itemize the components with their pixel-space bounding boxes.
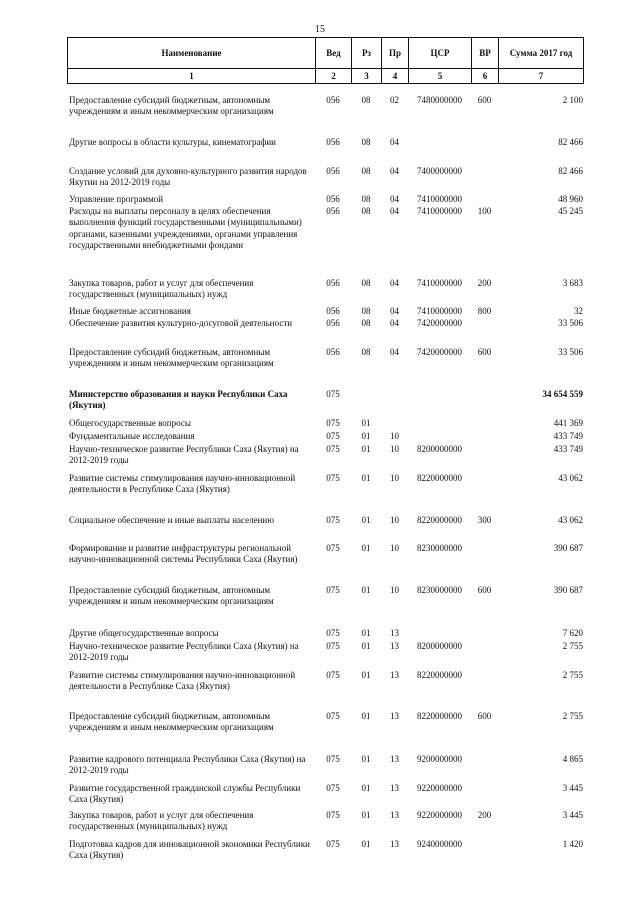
cell-name: Формирование и развитие инфраструктуры региональной научно-инновационной системы Республики Саха (Якутия) [69,543,298,565]
table-row [67,670,583,693]
cell-ved: 075 [326,418,340,428]
cell-ved: 075 [326,585,340,595]
cell-ved: 056 [326,306,340,316]
cell-name: Предоставление субсидий бюджетным, автономным учреждениям и иным некоммерческим организациям [69,95,274,117]
cell-vr: 600 [477,95,492,105]
cell-ved: 075 [326,810,340,820]
col-number-1: 1 [68,69,316,84]
cell-ved: 075 [326,543,340,553]
cell-vr: 200 [477,810,492,820]
table-row [67,473,583,496]
cell-csr: 9200000000 [417,754,462,764]
cell-vr: 600 [477,711,492,721]
cell-csr: 7410000000 [417,194,462,204]
cell-pr: 10 [390,543,399,553]
cell-vr [471,628,498,639]
header-rz: Рз [352,38,382,69]
cell-vr [471,641,498,664]
cell-ved: 056 [326,137,340,147]
cell-sum: 43 062 [558,515,583,525]
cell-ved: 056 [326,166,340,176]
cell-name: Научно-техническое развитие Республики Саха (Якутия) на 2012-2019 годы [69,444,299,466]
cell-rz: 01 [361,543,371,553]
cell-vr [471,754,498,777]
cell-rz: 01 [361,444,371,454]
cell-rz: 01 [361,783,371,793]
header-name: Наименование [68,38,316,69]
cell-pr: 10 [390,444,399,454]
cell-rz: 01 [361,585,371,595]
table-row [67,641,583,664]
cell-ved: 056 [326,318,340,328]
cell-name: Закупка товаров, работ и услуг для обеспечения государственных (муниципальных) нужд [69,278,254,300]
cell-csr [408,628,471,639]
cell-csr: 7400000000 [417,166,462,176]
cell-rz [351,389,381,412]
cell-rz: 08 [361,194,371,204]
cell-name: Развитие системы стимулирования научно-инновационной деятельности в Республике Саха (Якутия) [69,473,296,495]
cell-rz: 08 [361,137,371,147]
cell-rz: 01 [361,473,371,483]
cell-sum: 45 245 [558,206,583,216]
cell-pr: 04 [390,166,399,176]
cell-sum: 34 654 559 [542,389,583,399]
cell-name: Обеспечение развития культурно-досуговой деятельности [69,318,293,328]
cell-name: Предоставление субсидий бюджетным, автономным учреждениям и иным некоммерческим организациям [69,585,274,607]
cell-csr: 7420000000 [417,347,462,357]
table-row [67,306,583,317]
cell-rz: 01 [361,628,371,638]
table-row [67,166,583,189]
cell-pr: 10 [390,585,399,595]
cell-sum: 2 755 [562,641,583,651]
cell-pr: 13 [390,641,399,651]
cell-sum: 3 445 [562,810,583,820]
cell-ved: 075 [326,628,340,638]
table-row [67,95,583,118]
table-row [67,137,583,148]
cell-csr [408,389,471,412]
table-row [67,628,583,639]
cell-pr: 10 [390,515,399,525]
cell-name: Общегосударственные вопросы [69,418,191,428]
cell-name: Научно-техническое развитие Республики Саха (Якутия) на 2012-2019 годы [69,641,299,663]
cell-vr [471,166,498,189]
cell-ved: 075 [326,431,340,441]
cell-sum: 82 466 [558,166,583,176]
table-row [67,543,583,566]
cell-pr: 04 [390,306,399,316]
cell-vr: 600 [477,585,492,595]
cell-sum: 82 466 [558,137,583,147]
cell-csr: 7420000000 [417,318,462,328]
cell-csr: 8220000000 [417,711,462,721]
cell-ved: 075 [326,754,340,764]
cell-vr [471,431,498,442]
cell-vr [471,389,498,412]
page-number: 15 [315,24,325,35]
cell-vr: 200 [477,278,492,288]
cell-pr: 13 [390,754,399,764]
cell-ved: 075 [326,839,340,849]
cell-name: Подготовка кадров для инновационной экономики Республики Саха (Якутия) [69,839,310,861]
cell-csr: 9240000000 [417,839,462,849]
header-sum: Сумма 2017 год [499,38,584,69]
cell-vr [471,839,498,862]
cell-name: Другие общегосударственные вопросы [69,628,219,638]
cell-sum: 2 755 [562,711,583,721]
cell-sum: 3 683 [562,278,583,288]
cell-sum: 433 749 [553,444,583,454]
header-row [68,38,584,69]
cell-rz: 01 [361,754,371,764]
table-row [67,389,583,412]
table-row [67,754,583,777]
cell-name: Министерство образования и науки Республики Саха (Якутия) [69,389,288,411]
cell-csr: 7410000000 [417,306,462,316]
cell-sum: 33 506 [558,318,583,328]
cell-ved: 075 [326,444,340,454]
cell-sum: 2 755 [562,670,583,680]
cell-ved: 075 [326,389,340,399]
cell-pr: 10 [390,473,399,483]
table-row [67,278,583,301]
table-header [67,37,584,84]
cell-pr: 13 [390,810,399,820]
cell-vr: 100 [477,206,492,216]
cell-sum: 3 445 [562,783,583,793]
col-number-6: 6 [472,69,499,84]
cell-sum: 43 062 [558,473,583,483]
header-csr: ЦСР [409,38,472,69]
cell-rz: 01 [361,839,371,849]
cell-rz: 01 [361,810,371,820]
cell-sum: 2 100 [562,95,583,105]
cell-csr [408,137,471,148]
table-row [67,711,583,734]
cell-vr [471,194,498,205]
cell-vr: 300 [477,515,492,525]
cell-vr [471,444,498,467]
cell-rz: 01 [361,515,371,525]
cell-rz: 01 [361,670,371,680]
cell-pr: 04 [390,137,399,147]
table-row [67,431,583,442]
cell-sum: 441 369 [553,418,583,428]
cell-rz: 01 [361,418,371,428]
cell-pr: 04 [390,194,399,204]
table-row [67,194,583,205]
cell-name: Предоставление субсидий бюджетным, автономным учреждениям и иным некоммерческим организациям [69,711,274,733]
cell-ved: 075 [326,670,340,680]
cell-rz: 08 [361,278,371,288]
cell-vr [471,670,498,693]
cell-ved: 056 [326,347,340,357]
cell-csr: 7410000000 [417,278,462,288]
cell-name: Фундаментальные исследования [69,431,195,441]
cell-csr: 8200000000 [417,444,462,454]
col-number-5: 5 [409,69,472,84]
table-row [67,783,583,806]
header-ved: Вед [316,38,352,69]
header-pr: Пр [382,38,409,69]
cell-ved: 075 [326,783,340,793]
col-number-2: 2 [316,69,352,84]
cell-pr: 13 [390,839,399,849]
cell-pr: 10 [390,431,399,441]
cell-name: Развитие системы стимулирования научно-инновационной деятельности в Республике Саха (Якутия) [69,670,296,692]
cell-sum: 33 506 [558,347,583,357]
cell-ved: 056 [326,95,340,105]
cell-csr: 8230000000 [417,585,462,595]
table-row [67,418,583,429]
cell-ved: 056 [326,194,340,204]
cell-rz: 08 [361,318,371,328]
cell-pr: 13 [390,628,399,638]
cell-name: Расходы на выплаты персоналу в целях обеспечения выполнения функций государственными (муниципальными) органами, казенными учреждениями, органами управления государственными внебюджетными фондами [69,206,302,251]
table-row [67,585,583,608]
cell-vr [471,318,498,329]
table-row [67,515,583,526]
cell-name: Развитие кадрового потенциала Республики Саха (Якутия) на 2012-2019 годы [69,754,306,776]
cell-rz: 08 [361,166,371,176]
cell-csr [408,418,471,429]
cell-vr [471,543,498,566]
cell-ved: 075 [326,515,340,525]
cell-rz: 01 [361,641,371,651]
cell-sum: 433 749 [553,431,583,441]
cell-csr: 8200000000 [417,641,462,651]
cell-pr [381,389,408,412]
cell-rz: 01 [361,711,371,721]
cell-csr [408,431,471,442]
cell-vr: 600 [477,347,492,357]
cell-csr: 7480000000 [417,95,462,105]
cell-vr [471,473,498,496]
cell-vr [471,137,498,148]
cell-pr: 13 [390,711,399,721]
cell-csr: 9220000000 [417,810,462,820]
cell-sum: 32 [574,306,583,316]
cell-sum: 7 620 [562,628,583,638]
cell-ved: 056 [326,278,340,288]
cell-vr [471,783,498,806]
cell-rz: 08 [361,206,371,216]
cell-ved: 075 [326,473,340,483]
table-row [67,444,583,467]
cell-name: Управление программой [69,194,164,204]
cell-pr: 04 [390,278,399,288]
cell-rz: 08 [361,347,371,357]
cell-sum: 390 687 [553,585,583,595]
cell-pr: 13 [390,670,399,680]
cell-pr: 13 [390,783,399,793]
cell-name: Иные бюджетные ассигнования [69,306,191,316]
col-number-4: 4 [382,69,409,84]
cell-name: Социальное обеспечение и иные выплаты населению [69,515,274,525]
cell-name: Создание условий для духовно-культурного развития народов Якутии на 2012-2019 годы [69,166,307,188]
cell-csr: 8220000000 [417,515,462,525]
cell-pr: 04 [390,318,399,328]
cell-rz: 08 [361,306,371,316]
cell-vr: 800 [477,306,492,316]
cell-sum: 390 687 [553,543,583,553]
cell-csr: 9220000000 [417,783,462,793]
table-row [67,318,583,329]
cell-name: Предоставление субсидий бюджетным, автономным учреждениям и иным некоммерческим организациям [69,347,274,369]
cell-name: Развитие государственной гражданской службы Республики Саха (Якутия) [69,783,301,805]
cell-sum: 48 960 [558,194,583,204]
cell-pr: 02 [390,95,399,105]
col-number-3: 3 [352,69,382,84]
table-row [67,206,583,252]
cell-ved: 056 [326,206,340,216]
cell-sum: 4 865 [562,754,583,764]
column-number-row [68,69,584,84]
cell-csr: 8230000000 [417,543,462,553]
cell-name: Закупка товаров, работ и услуг для обеспечения государственных (муниципальных) нужд [69,810,254,832]
table-row [67,839,583,862]
cell-pr: 04 [390,347,399,357]
cell-rz: 01 [361,431,371,441]
cell-csr: 8220000000 [417,473,462,483]
cell-sum: 1 420 [562,839,583,849]
cell-vr [471,418,498,429]
cell-ved: 075 [326,641,340,651]
cell-pr: 04 [390,206,399,216]
table-row [67,347,583,370]
cell-csr: 7410000000 [417,206,462,216]
header-vr: ВР [472,38,499,69]
cell-ved: 075 [326,711,340,721]
table-row [67,810,583,833]
cell-pr [381,418,408,429]
cell-csr: 8220000000 [417,670,462,680]
cell-name: Другие вопросы в области культуры, кинематографии [69,137,276,147]
col-number-7: 7 [499,69,584,84]
cell-rz: 08 [361,95,371,105]
